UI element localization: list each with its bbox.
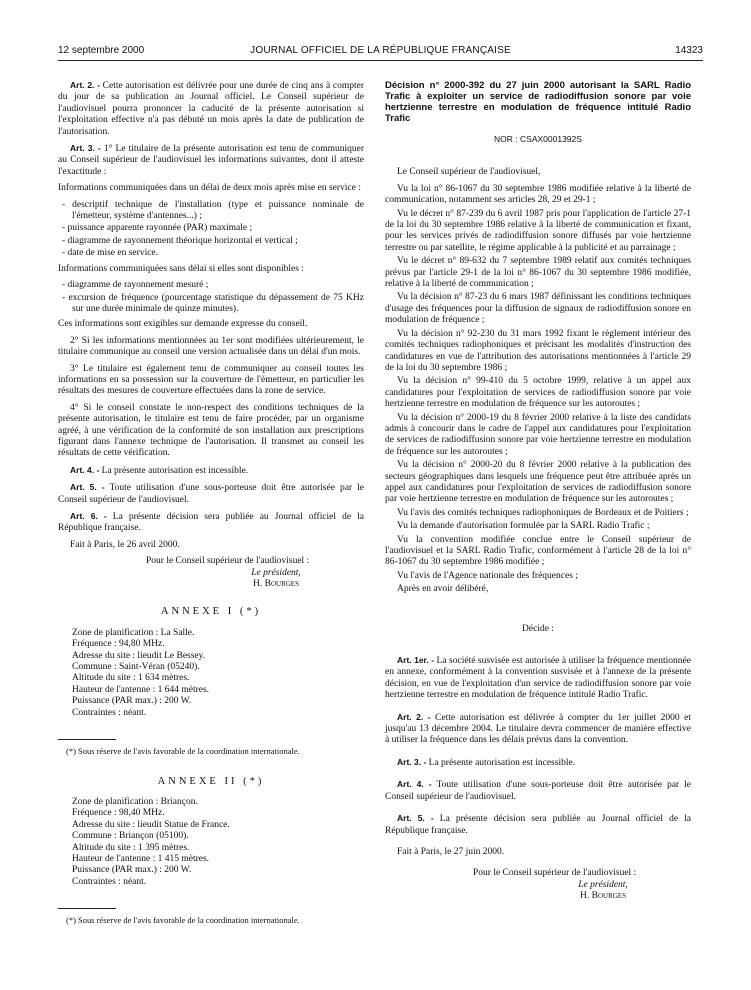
annex-line: Adresse du site : lieudit Statue de France. [72,819,230,830]
annex-line: Altitude du site : 1 395 mètres. [72,842,190,853]
article-text: La présente autorisation est incessible. [101,465,249,476]
left-signature-name: H. Bourges [253,579,299,590]
left-done-at: Fait à Paris, le 26 avril 2000. [70,539,180,550]
annex-line: Altitude du site : 1 634 mètres. [72,673,190,684]
decision-title: Décision n° 2000-392 du 27 juin 2000 autorisant la SARL Radio Trafic à exploiter un service de radiodiffusion sonore par voie hertzienne terrestre en modulation de fréquence intitulé Radio Trafic [385,80,691,124]
right-signature-name: H. Bourges [580,891,626,902]
list-item: - diagramme de rayonnement théorique horizontal et vertical ; [62,235,298,246]
annex-line: Hauteur de l'antenne : 1 644 mètres. [72,684,210,695]
visa-item: Vu l'avis de l'Agence nationale des fréquences ; [397,570,578,581]
annex-line: Commune : Briançon (05100). [72,831,189,842]
visa-item: Vu la convention modifiée conclue entre le Conseil supérieur de l'audiovisuel et la SARL Radio Trafic, conformément à l'article 28 de la loi n° 86-1067 du 30 septembre 1986 modifiée ; [385,534,691,568]
article-text: La présente décision sera publiée au Journal officiel de la République française. [58,512,365,534]
article-heading: Art. 2. - [397,711,431,722]
article-heading: Art. 1er. - [397,655,435,666]
exigibles-paragraph: Ces informations sont exigibles sur demande expresse du conseil. [58,319,308,330]
visas-list [385,184,691,596]
footnote-rule [58,739,116,740]
annex-1-footnote: (*) Sous réserve de l'avis favorable de la coordination internationale. [66,746,300,757]
annex-line: Puissance (PAR max.) : 200 W. [72,865,192,876]
page-header [58,45,703,59]
annex-line: Contraintes : néant. [72,876,147,887]
annex-line: Puissance (PAR max.) : 200 W. [72,696,192,707]
article-text: La société susvisée est autorisée à utiliser la fréquence mentionnée en annexe, conformément à la convention susvisée et à l'annexe de la présente décision, en vue de l'exploitation d'un service de radiodiffusion sonore par voie hertzienne terrestre en modulation de fréquence intitulé Radio Trafic. [385,656,691,701]
paragraph-2: 2° Si les informations mentionnées au 1er sont modifiées ultérieurement, le titulaire communique au conseil une version actualisée dans un délai d'un mois. [58,335,364,358]
visa-item: Vu la décision n° 2000-20 du 8 février 2000 relative à la publication des secteurs géographiques dans lesquels une fréquence peut être attribuée après un appel aux candidatures pour l'exploitation de services de radiodiffusion sonore par voie hertzienne terrestre en modulation de fréquence sur les autoroutes ; [385,460,691,505]
footnote-rule [58,908,116,909]
annex-line: Adresse du site : lieudit Le Bessey. [72,650,206,661]
right-done-at: Fait à Paris, le 27 juin 2000. [397,846,505,857]
list-item: - diagramme de rayonnement mesuré ; [62,280,209,291]
left-signature-line: Pour le Conseil supérieur de l'audiovisuel : [146,556,310,567]
article-text: Cette autorisation est délivrée à compter du 1er juillet 2000 et jusqu'au 13 décembre 2004. Le titulaire devra commencer de manière effective à utiliser la fréquence dans les délais prévus dans la convention. [385,712,692,746]
annex-line: Contraintes : néant. [72,707,147,718]
annex-2-details [58,797,364,888]
left-article-4 [58,465,364,477]
info-list-1 [58,200,364,260]
decision-intro: Le Conseil supérieur de l'audiovisuel, [397,167,541,178]
info-no-delay: Informations communiquées sans délai si elles sont disponibles : [58,263,304,274]
visa-item: Après en avoir délibéré, [397,584,489,595]
left-article-2 [58,80,364,138]
article-heading: Art. 3. - [397,756,427,767]
left-article-5 [58,482,364,506]
right-signature-line: Pour le Conseil supérieur de l'audiovisuel : [473,868,637,879]
info-two-months: Informations communiquées dans un délai de deux mois après mise en service : [58,183,361,194]
nor-reference: NOR : CSAX0001392S [494,134,582,144]
president-label: Le président, [251,567,301,578]
right-column [385,80,691,903]
article-heading: Art. 3. - [70,143,101,154]
list-item: - date de mise en service. [62,248,159,259]
right-article-1 [385,655,691,702]
article-heading: Art. 5. - [397,813,434,824]
president-label: Le président, [578,879,628,890]
article-heading: Art. 2. - [70,80,100,90]
article-text: La présente décision sera publiée au Journal officiel de la République française. [385,814,692,836]
header-rule [58,60,703,61]
left-article-6 [58,511,364,535]
paragraph-4: 4° Si le conseil constate le non-respect des conditions techniques de la présente autorisation, le titulaire est tenu de faire procéder, par un organisme agréé, à une vérification de la conformité de son installation aux prescriptions figurant dans l'annexe technique de l'autorisation. Il transmet au conseil les résultats de cette vérification. [58,402,364,459]
decide-heading: Décide : [522,623,554,634]
article-text: Cette autorisation est délivrée pour une durée de cinq ans à compter du jour de sa publication au Journal officiel. Le Conseil supérieur de l'audiovisuel pourra prononcer la caducité de la présente autorisation si l'exploitation effective n'a pas débuté un mois après la date de publication de l'autorisation. [58,81,365,137]
annex-1-details [58,628,364,719]
annex-line: Zone de planification : Briançon. [72,796,198,807]
visa-item: Vu la décision n° 99-410 du 5 octobre 1999, relative à un appel aux candidatures pour l'exploitation de services de radiodiffusion sonore par voie hertzienne terrestre en modulation de fréquence sur les autoroutes ; [385,376,691,410]
annex-2-title: ANNEXE II (*) [157,775,265,787]
right-article-2 [385,712,691,747]
annex-line: Zone de planification : La Salle. [72,627,195,638]
list-item: - descriptif technique de l'installation (type et puissance nominale de l'émetteur, système d'antennes...) ; [62,199,364,222]
left-signature-title [58,568,364,579]
annex-line: Commune : Saint-Véran (05240). [72,662,200,673]
paragraph-3: 3° Le titulaire est également tenu de communiquer au conseil toutes les informations en sa possession sur la couverture de l'émetteur, en particulier les résultats des mesures de couverture effectuées dans la zone de service. [58,363,364,397]
visa-item: Vu l'avis des comités techniques radiophoniques de Bordeaux et de Poitiers ; [397,507,689,518]
right-article-3 [385,757,691,769]
visa-item: Vu la loi n° 86-1067 du 30 septembre 1986 modifiée relative à la liberté de communication, notamment ses articles 28, 29 et 29-1 ; [385,183,691,206]
header-date: 12 septembre 2000 [58,45,145,56]
left-article-3 [58,143,364,178]
article-text: Toute utilisation d'une sous-porteuse doit être autorisée par le Conseil supérieur de l'audiovisuel. [385,780,691,802]
right-article-5 [385,813,691,837]
annex-line: Fréquence : 94,80 MHz. [72,639,165,650]
annex-2-footnote: (*) Sous réserve de l'avis favorable de la coordination internationale. [66,915,300,926]
annex-line: Fréquence : 98,40 MHz. [72,808,165,819]
article-text: 1° Le titulaire de la présente autorisation est tenu de communiquer au Conseil supérieur de l'audiovisuel les informations suivantes, dont il atteste l'exactitude : [58,144,365,177]
right-signature-title [385,880,691,891]
list-item: - puissance apparente rayonnée (PAR) maximale ; [62,223,253,234]
header-page-number: 14323 [675,45,703,56]
visa-item: Vu le décret n° 87-239 du 6 avril 1987 pris pour l'application de l'article 27-1 de la loi du 30 septembre 1986 relative à la liberté de communication et fixant, pour les services privés de radiodiffusion sonore diffusés par voie hertzienne terrestre ou par satellite, le régime applicable à la publicité et au parrainage ; [385,208,691,253]
article-heading: Art. 4. - [70,464,100,475]
article-heading: Art. 4. - [397,779,432,790]
article-heading: Art. 6. - [70,511,107,521]
article-heading: Art. 5. - [70,482,105,493]
right-article-4 [385,779,691,803]
list-item: - excursion de fréquence (pourcentage statistique du dépassement de 75 KHz sur une durée minimale de quinze minutes). [62,292,364,314]
visa-item: Vu la demande d'autorisation formulée par la SARL Radio Trafic ; [397,521,650,532]
info-list-2 [58,280,364,315]
visa-item: Vu le décret n° 89-632 du 7 septembre 1989 relatif aux comités techniques prévus par l'article 29-1 de la loi n° 86-1067 du 30 septembre 1986 modifiée, relative à la liberté de communication ; [385,256,691,290]
left-column [58,80,364,932]
annex-1-title: ANNEXE I (*) [160,606,262,618]
visa-item: Vu la décision n° 2000-19 du 8 février 2000 relative à la liste des candidats admis à concourir dans le cadre de l'appel aux candidatures pour l'exploitation de services de radiodiffusion sonore par voie hertzienne terrestre en modulation de fréquence sur les autoroutes ; [385,412,691,457]
header-journal-title: JOURNAL OFFICIEL DE LA RÉPUBLIQUE FRANÇAISE [250,45,511,56]
annex-line: Hauteur de l'antenne : 1 415 mètres. [72,853,210,864]
article-text: Toute utilisation d'une sous-porteuse doit être autorisée par le Conseil supérieur de l'audiovisuel. [58,483,364,505]
article-text: La présente autorisation est incessible. [428,757,576,768]
visa-item: Vu la décision n° 87-23 du 6 mars 1987 définissant les conditions techniques d'usage des fréquences pour la diffusion de signaux de radiodiffusion sonore en modulation de fréquence ; [385,292,691,326]
visa-item: Vu la décision n° 92-230 du 31 mars 1992 fixant le règlement intérieur des comités techniques radiophoniques et précisant les modalités d'instruction des candidatures en vue de l'attribution des autorisations mentionnées à l'article 29 de la loi du 30 septembre 1986 ; [385,328,691,373]
